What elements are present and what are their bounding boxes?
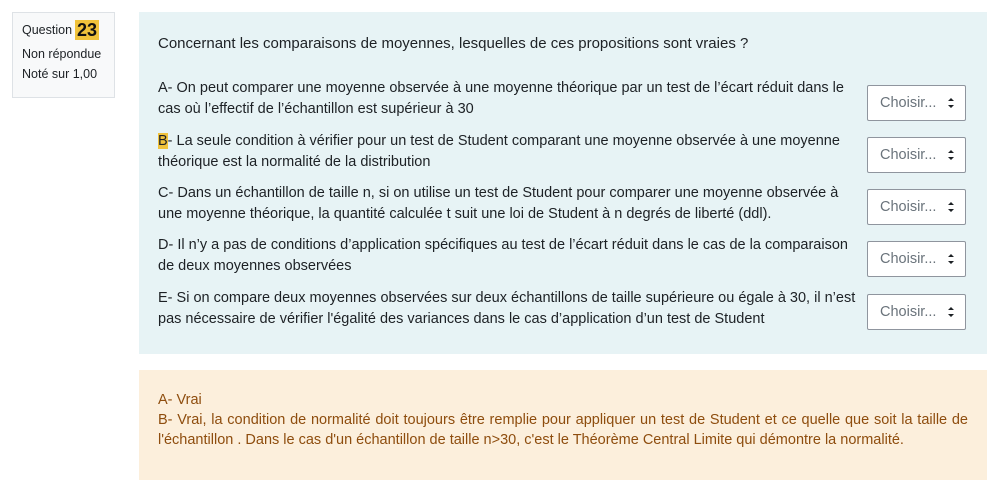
- answer-select-c[interactable]: [867, 189, 966, 225]
- select-arrows-icon: [947, 96, 955, 110]
- select-value: Choisir...: [880, 251, 937, 267]
- select-value: Choisir...: [880, 95, 937, 111]
- proposition-prefix-highlighted: B: [158, 133, 168, 149]
- feedback-line-b: B- Vrai, la condition de normalité doit toujours être remplie pour appliquer un test de Student et ce quelle que soit la taille de l'échantillon . Dans le cas d'un échantillon de taille n>30, c'est le Théorème Central Limite qui démontre la normalité.: [158, 412, 968, 448]
- select-arrows-icon: [947, 252, 955, 266]
- proposition-prefix: E: [158, 290, 168, 306]
- proposition-text: - On peut comparer une moyenne observée à une moyenne théorique par un test de l’écart réduit dans le cas où l’effectif de l’échantillon est supérieur à 30: [158, 80, 844, 117]
- answer-select-d[interactable]: [867, 241, 966, 277]
- question-label: Question: [22, 23, 73, 37]
- question-number: 23: [77, 20, 98, 40]
- answer-select-b[interactable]: [867, 137, 966, 173]
- feedback-line-a: A- Vrai: [158, 392, 202, 408]
- proposition-e: [158, 288, 858, 330]
- proposition-prefix: D: [158, 237, 169, 253]
- select-value: Choisir...: [880, 199, 937, 215]
- answer-select-e[interactable]: [867, 294, 966, 330]
- proposition-prefix: C: [158, 185, 169, 201]
- question-state: Non répondue: [22, 47, 102, 61]
- proposition-text: - Si on compare deux moyennes observées sur deux échantillons de taille supérieure ou égale à 30, il n’est pas nécessaire de vérifier l'égalité des variances dans le cas d’application d’un test de Student: [158, 290, 856, 327]
- select-value: Choisir...: [880, 304, 937, 320]
- answer-select-a[interactable]: [867, 85, 966, 121]
- general-feedback: [139, 370, 987, 480]
- question-grade: Noté sur 1,00: [22, 67, 98, 81]
- question-number-row: [22, 19, 105, 41]
- proposition-prefix: A: [158, 80, 168, 96]
- proposition-d: [158, 235, 858, 277]
- select-arrows-icon: [947, 200, 955, 214]
- proposition-c: [158, 183, 858, 225]
- select-value: Choisir...: [880, 147, 937, 163]
- select-arrows-icon: [947, 148, 955, 162]
- question-info-panel: [12, 12, 115, 98]
- proposition-b: [158, 131, 858, 173]
- select-arrows-icon: [947, 305, 955, 319]
- question-text: Concernant les comparaisons de moyennes, lesquelles de ces propositions sont vraies ?: [158, 35, 749, 52]
- proposition-text: - Il n’y a pas de conditions d’application spécifiques au test de l’écart réduit dans le cas de la comparaison de deux moyennes observées: [158, 237, 848, 274]
- proposition-text: - La seule condition à vérifier pour un test de Student comparant une moyenne observée à une moyenne théorique est la normalité de la distribution: [158, 133, 840, 170]
- question-formulation: [139, 12, 987, 354]
- proposition-text: - Dans un échantillon de taille n, si on utilise un test de Student pour comparer une moyenne observée à une moyenne théorique, la quantité calculée t suit une loi de Student à n degrés de liberté (ddl).: [158, 185, 839, 222]
- proposition-a: [158, 78, 858, 120]
